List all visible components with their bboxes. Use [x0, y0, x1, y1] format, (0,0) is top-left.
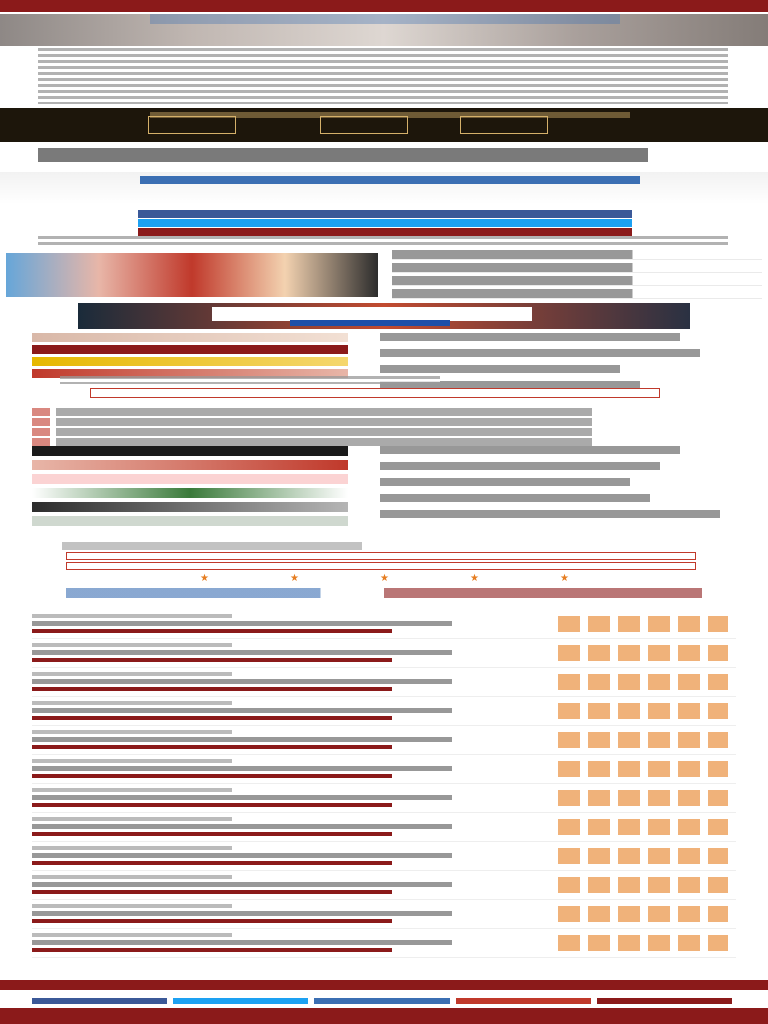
star-icon[interactable]: ★ — [200, 573, 209, 584]
topic-list-item[interactable] — [32, 418, 592, 426]
topic-list — [32, 408, 592, 448]
comment-row — [32, 697, 736, 726]
top-navigation-bar — [0, 0, 768, 12]
comment-name-field[interactable] — [66, 552, 696, 560]
reply-link[interactable] — [32, 716, 392, 720]
thumbnail[interactable] — [32, 460, 348, 470]
comment-row — [32, 900, 736, 929]
comment-rating — [558, 877, 728, 893]
ad-inner-box — [212, 307, 532, 321]
side-link[interactable] — [380, 446, 680, 454]
right-list-item[interactable] — [392, 289, 762, 299]
thumbnail[interactable] — [32, 474, 348, 484]
featured-image-grid[interactable] — [6, 253, 378, 297]
comment-rating — [558, 790, 728, 806]
footer-facebook-button[interactable] — [32, 998, 167, 1004]
comment-row — [32, 639, 736, 668]
side-link[interactable] — [380, 365, 620, 373]
site-footer — [0, 1008, 768, 1024]
star-icon[interactable]: ★ — [290, 573, 299, 584]
comment-email-field[interactable] — [66, 562, 696, 570]
comment-rating — [558, 848, 728, 864]
share-caption — [38, 236, 728, 248]
thumbnail-list-2 — [32, 446, 348, 530]
comment-row — [32, 929, 736, 958]
footer-email-button[interactable] — [456, 998, 591, 1004]
category-pills[interactable] — [90, 388, 660, 398]
comment-row — [32, 871, 736, 900]
hero-subtitle — [150, 14, 620, 24]
comment-row — [32, 842, 736, 871]
side-link[interactable] — [380, 478, 630, 486]
section-heading — [38, 148, 648, 162]
reply-link[interactable] — [32, 803, 392, 807]
share-progress-bar — [140, 176, 640, 184]
share-facebook-button[interactable] — [138, 210, 632, 218]
comment-list — [32, 610, 736, 958]
side-link[interactable] — [380, 333, 680, 341]
comment-rating — [558, 819, 728, 835]
right-list-item[interactable] — [392, 276, 762, 286]
thumbnail[interactable] — [32, 488, 348, 498]
topic-icon — [32, 408, 50, 416]
right-list-item[interactable] — [392, 263, 762, 273]
reply-link[interactable] — [32, 629, 392, 633]
side-link[interactable] — [380, 462, 660, 470]
topic-icon — [32, 418, 50, 426]
comment-rating — [558, 906, 728, 922]
comment-row — [32, 610, 736, 639]
comment-row — [32, 813, 736, 842]
reply-link[interactable] — [32, 861, 392, 865]
comment-rating — [558, 703, 728, 719]
star-icon[interactable]: ★ — [380, 573, 389, 584]
thumbnail[interactable] — [32, 345, 348, 354]
star-icon[interactable]: ★ — [470, 573, 479, 584]
footer-more-button[interactable] — [597, 998, 732, 1004]
side-links-2 — [380, 446, 720, 526]
reply-link[interactable] — [32, 919, 392, 923]
banner-frame-1 — [148, 116, 236, 134]
comment-rating — [558, 645, 728, 661]
comment-rating — [558, 616, 728, 632]
reply-link[interactable] — [32, 890, 392, 894]
side-link[interactable] — [380, 510, 720, 518]
comment-rating — [558, 674, 728, 690]
comment-toolbar[interactable] — [66, 588, 702, 598]
footer-top-bar — [0, 980, 768, 990]
comment-row — [32, 668, 736, 697]
thumbnail[interactable] — [32, 446, 348, 456]
promo-banner[interactable] — [0, 108, 768, 142]
right-list — [392, 250, 762, 302]
reply-link[interactable] — [32, 745, 392, 749]
ad-cta-button[interactable] — [290, 320, 450, 326]
topic-list-item[interactable] — [32, 428, 592, 436]
topic-list-item[interactable] — [32, 408, 592, 416]
reply-link[interactable] — [32, 658, 392, 662]
thumbnail[interactable] — [32, 502, 348, 512]
categories-title — [60, 376, 440, 384]
side-link[interactable] — [380, 349, 700, 357]
thumbnail[interactable] — [32, 333, 348, 342]
side-link[interactable] — [380, 494, 650, 502]
banner-frame-3 — [460, 116, 548, 134]
share-twitter-button[interactable] — [138, 219, 632, 227]
return-button[interactable] — [138, 228, 632, 236]
thumbnail-list — [32, 333, 348, 381]
footer-share-button[interactable] — [314, 998, 449, 1004]
comments-title — [62, 542, 362, 550]
comment-row — [32, 755, 736, 784]
reply-link[interactable] — [32, 948, 392, 952]
reply-link[interactable] — [32, 687, 392, 691]
comment-rating — [558, 761, 728, 777]
footer-share-buttons — [32, 998, 732, 1004]
thumbnail[interactable] — [32, 357, 348, 366]
topic-icon — [32, 438, 50, 446]
intro-text-block — [38, 48, 728, 104]
comment-rating — [558, 935, 728, 951]
banner-frame-2 — [320, 116, 408, 134]
comment-rating — [558, 732, 728, 748]
reply-link[interactable] — [32, 832, 392, 836]
topic-icon — [32, 428, 50, 436]
reply-link[interactable] — [32, 774, 392, 778]
footer-twitter-button[interactable] — [173, 998, 308, 1004]
right-list-item[interactable] — [392, 250, 762, 260]
comment-row — [32, 784, 736, 813]
topic-list-item[interactable] — [32, 438, 592, 446]
star-icon[interactable]: ★ — [560, 573, 569, 584]
thumbnail[interactable] — [32, 516, 348, 526]
comment-row — [32, 726, 736, 755]
rating-stars[interactable] — [140, 574, 640, 584]
